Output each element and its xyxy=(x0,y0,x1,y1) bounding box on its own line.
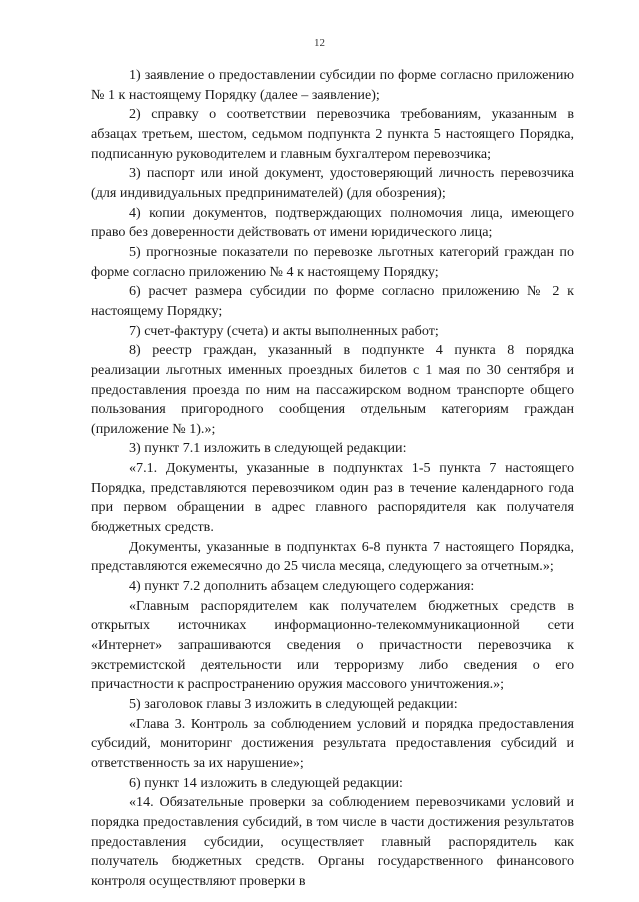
paragraph-12: 4) пункт 7.2 дополнить абзацем следующего содержания: xyxy=(129,578,475,595)
paragraph-3: 3) паспорт или иной документ, удостоверяющий личность перевозчика (для индивидуальных предпринимателей) (для обозрения); xyxy=(91,165,574,201)
paragraph-16: 6) пункт 14 изложить в следующей редакции: xyxy=(129,774,403,791)
document-body xyxy=(91,66,574,892)
paragraph-15: «Глава 3. Контроль за соблюдением условий и порядка предоставления субсидий, мониторинг достижения результата предоставления субсидий и ответственность за их нарушение»; xyxy=(91,715,574,771)
paragraph-5: 5) прогнозные показатели по перевозке льготных категорий граждан по форме согласно приложению № 4 к настоящему Порядку; xyxy=(91,243,574,280)
paragraph-2: 2) справку о соответствии перевозчика требованиям, указанным в абзацах третьем, шестом, седьмом подпункта 2 пункта 5 настоящего Порядка, подписанную руководителем и главным бухгалтером перевозчика; xyxy=(91,106,574,162)
paragraph-1: 1) заявление о предоставлении субсидии по форме согласно приложению № 1 к настоящему Порядку (далее – заявление); xyxy=(91,67,574,103)
paragraph-13: «Главным распорядителем как получателем бюджетных средств в открытых источниках информационно-телекоммуникационной сети «Интернет» запрашиваются сведения о причастности перевозчика к экстремистской деятельности или терроризму либо сведения о его причастности к распространению оружия массового уничтожения.»; xyxy=(91,597,574,693)
paragraph-8: 8) реестр граждан, указанный в подпункте 4 пункта 8 порядка реализации льготных именных проездных билетов с 1 мая по 30 сентября и предоставления проезда по ним на пассажирском водном транспорте общего пользования пригородного сообщения отдельным категориям граждан (приложение № 1).»; xyxy=(91,342,574,437)
paragraph-9: 3) пункт 7.1 изложить в следующей редакции: xyxy=(129,440,407,457)
paragraph-6: 6) расчет размера субсидии по форме согласно приложению № 2 к настоящему Порядку; xyxy=(91,283,574,319)
paragraph-7: 7) счет-фактуру (счета) и акты выполненных работ; xyxy=(129,322,439,339)
page-number: 12 xyxy=(314,37,325,49)
paragraph-14: 5) заголовок главы 3 изложить в следующей редакции: xyxy=(129,696,458,712)
paragraph-17: «14. Обязательные проверки за соблюдением перевозчиками условий и порядка предоставления субсидий, в том числе в части достижения результатов предоставления субсидии, осуществляет главный распорядитель как получатель бюджетных средств. Органы государственного финансового контроля осуществляют проверки в xyxy=(91,794,574,889)
paragraph-4: 4) копии документов, подтверждающих полномочия лица, имеющего право без доверенности действовать от имени юридического лица; xyxy=(91,204,574,241)
paragraph-10: «7.1. Документы, указанные в подпунктах 1-5 пункта 7 настоящего Порядка, представляются перевозчиком один раз в течение календарного года при первом обращении в адрес главного распорядителя как получателя бюджетных средств. xyxy=(91,460,574,536)
paragraph-11: Документы, указанные в подпунктах 6-8 пункта 7 настоящего Порядка, представляются ежемесячно до 25 числа месяца, следующего за отчетным.»; xyxy=(91,538,574,575)
